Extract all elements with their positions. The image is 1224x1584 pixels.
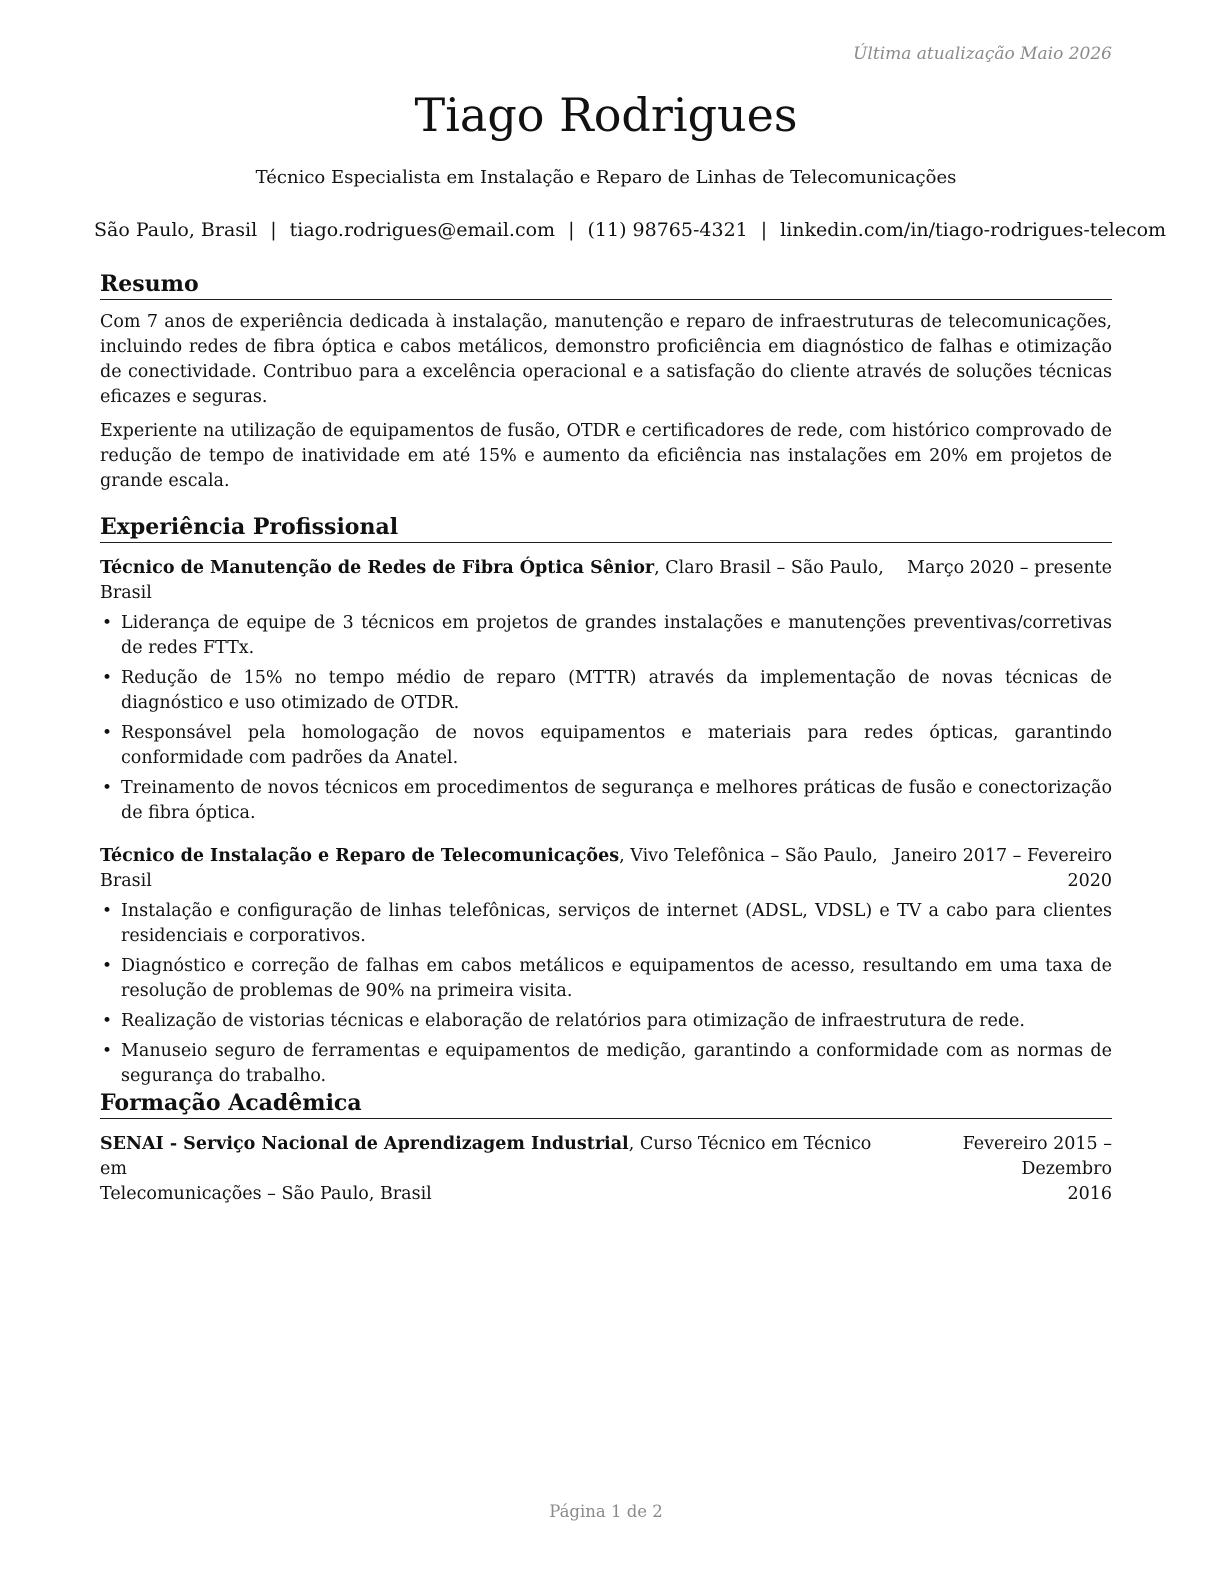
job-title-line (100, 844, 893, 894)
education-course-cont: Telecomunicações – São Paulo, Brasil (100, 1184, 432, 1204)
education-entry (100, 1132, 1112, 1207)
contact-line (94, 219, 1167, 241)
contact-phone[interactable]: (11) 98765-4321 (587, 219, 748, 241)
list-item: • Responsável pela homologação de novos equipamentos e materiais para redes ópticas, garantindo conformidade com padrões da Anatel. (100, 721, 1112, 771)
job-dates (893, 844, 1112, 894)
list-item: • Redução de 15% no tempo médio de reparo (MTTR) através da implementação de novas técnicas de diagnóstico e uso otimizado de OTDR. (100, 666, 1112, 716)
job-company: , Claro Brasil – São Paulo, Brasil (100, 558, 884, 603)
resume-page (94, 0, 1167, 1584)
contact-separator: | (760, 219, 768, 241)
education-section (100, 1089, 1112, 1207)
education-dates (875, 1132, 1112, 1207)
list-item: • Manuseio seguro de ferramentas e equipamentos de medição, garantindo a conformidade com as normas de segurança do trabalho. (100, 1039, 1112, 1089)
education-course: , Curso Técnico em Técnico em (100, 1134, 872, 1179)
education-dates-line: 2016 (1067, 1184, 1112, 1204)
job-bullets (100, 611, 1112, 826)
section-title: Resumo (100, 270, 1112, 300)
job-dates: Março 2020 – presente (907, 558, 1112, 578)
job-header (100, 844, 1112, 894)
job-bullets (100, 899, 1112, 1089)
summary-section (100, 270, 1112, 494)
contact-linkedin[interactable]: linkedin.com/in/tiago-rodrigues-telecom (780, 219, 1167, 241)
experience-section (100, 513, 1112, 1094)
education-details (100, 1132, 875, 1207)
contact-location: São Paulo, Brasil (94, 219, 258, 241)
section-title: Experiência Profissional (100, 513, 1112, 543)
list-item: • Realização de vistorias técnicas e elaboração de relatórios para otimização de infraestrutura de rede. (100, 1009, 1112, 1034)
job-header (100, 556, 1112, 606)
headline: Técnico Especialista em Instalação e Reparo de Linhas de Telecomunicações (255, 167, 957, 188)
list-item: • Diagnóstico e correção de falhas em cabos metálicos e equipamentos de acesso, resultando em uma taxa de resolução de problemas de 90% na primeira visita. (100, 954, 1112, 1004)
contact-separator: | (270, 219, 277, 241)
education-dates-line: Fevereiro 2015 – Dezembro (962, 1134, 1112, 1179)
education-institution: SENAI - Serviço Nacional de Aprendizagem Industrial (100, 1134, 629, 1154)
summary-paragraph: Com 7 anos de experiência dedicada à instalação, manutenção e reparo de infraestruturas de telecomunicações, incluindo redes de fibra óptica e cabos metálicos, demonstro proficiência em diagnóstico de falhas e otimização de conectividade. Contribuo para a excelência operacional e a satisfação do cliente através de soluções técnicas eficazes e seguras. (100, 312, 1112, 407)
job-company: , Vivo Telefônica – São Paulo, Brasil (100, 846, 878, 891)
list-item: • Treinamento de novos técnicos em procedimentos de segurança e melhores práticas de fusão e conectorização de fibra óptica. (100, 776, 1112, 826)
job-dates-line: Janeiro 2017 – Fevereiro (893, 846, 1112, 866)
summary-paragraph: Experiente na utilização de equipamentos de fusão, OTDR e certificadores de rede, com histórico comprovado de redução de tempo de inatividade em até 15% e aumento da eficiência nas instalações em 20% em projetos de grande escala. (100, 421, 1112, 491)
candidate-name: Tiago Rodrigues (414, 88, 798, 142)
job-role: Técnico de Instalação e Reparo de Telecomunicações (100, 846, 620, 866)
section-title: Formação Acadêmica (100, 1089, 1112, 1119)
job-title-line (100, 556, 907, 606)
last-updated: Última atualização Maio 2026 (853, 44, 1112, 64)
job-role: Técnico de Manutenção de Redes de Fibra Óptica Sênior (100, 558, 655, 578)
list-item: • Liderança de equipe de 3 técnicos em projetos de grandes instalações e manutenções preventivas/corretivas de redes FTTx. (100, 611, 1112, 661)
contact-email[interactable]: tiago.rodrigues@email.com (289, 219, 556, 241)
list-item: • Instalação e configuração de linhas telefônicas, serviços de internet (ADSL, VDSL) e TV a cabo para clientes residenciais e corporativos. (100, 899, 1112, 949)
contact-separator: | (568, 219, 575, 241)
job-dates-line: 2020 (1067, 871, 1112, 891)
page-number: Página 1 de 2 (549, 1502, 663, 1521)
